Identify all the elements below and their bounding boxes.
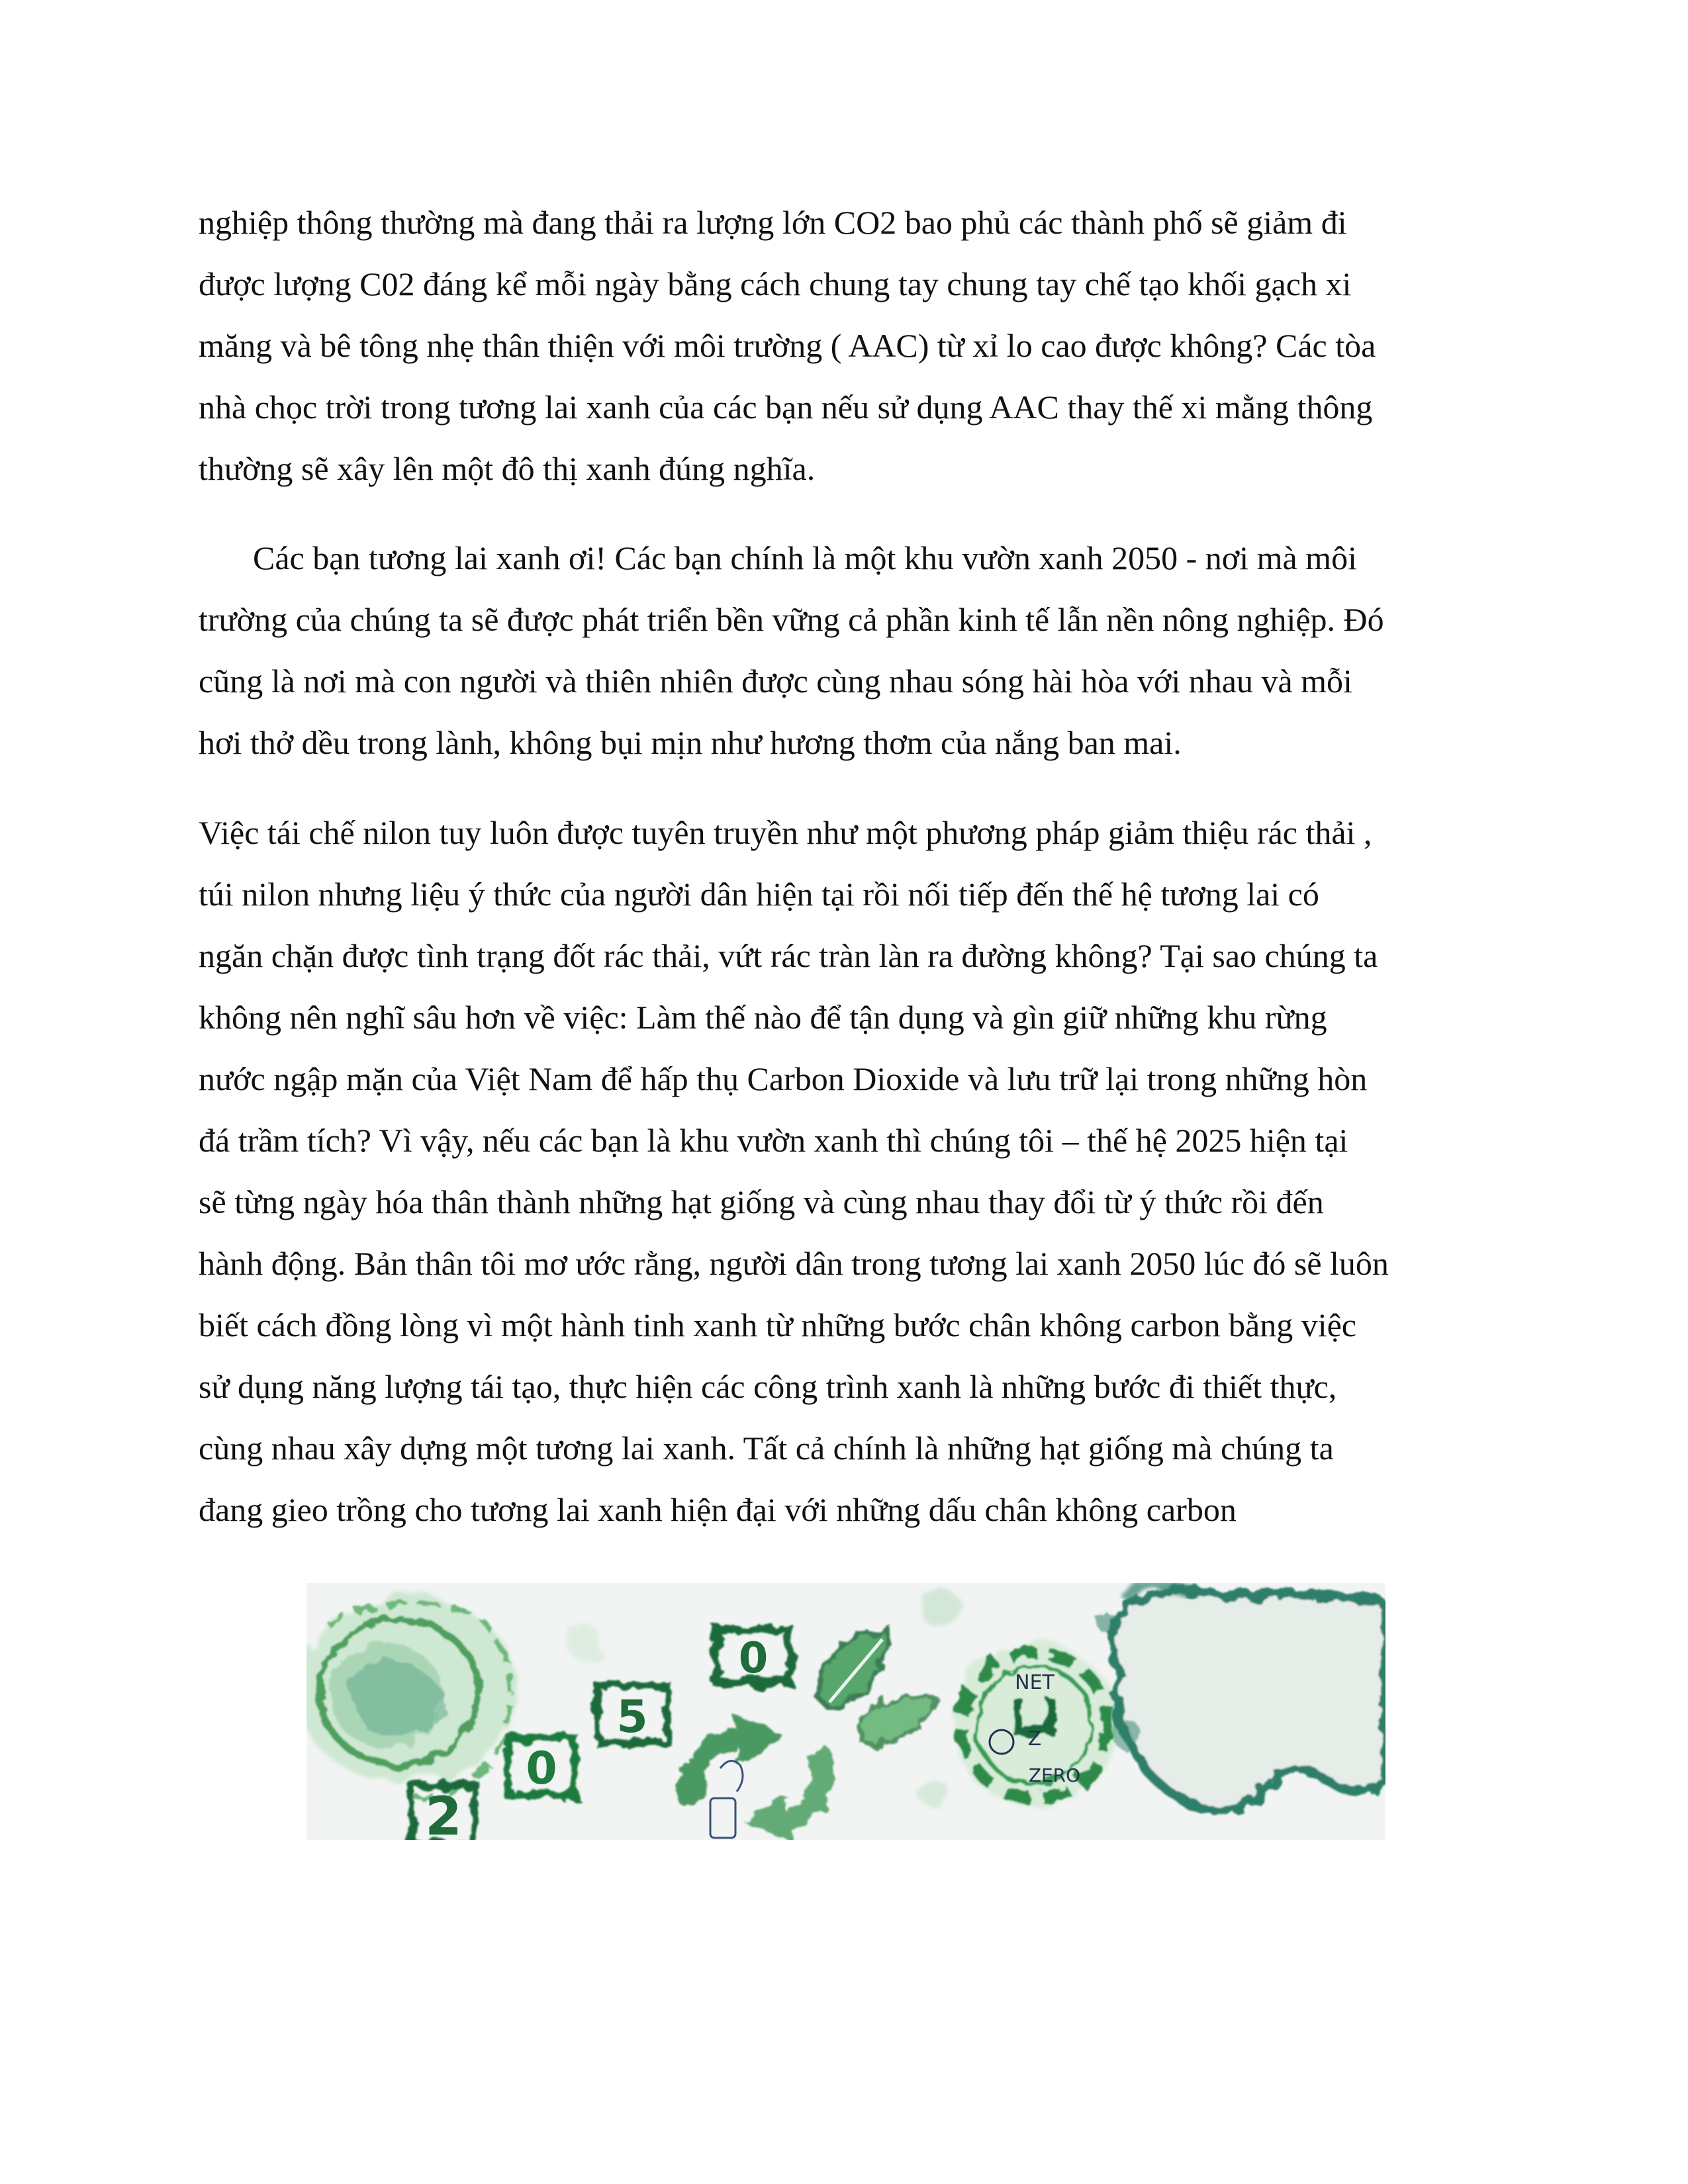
text-line: hơi thở dều trong lành, không bụi mịn như hương thơm của nắng ban mai. [199, 724, 1182, 761]
text-line: thường sẽ xây lên một đô thị xanh đúng nghĩa. [199, 450, 816, 487]
digit-0b-text: 0 [738, 1634, 769, 1683]
gear-text-top: NET [1015, 1671, 1055, 1694]
digit-5-text: 5 [616, 1691, 648, 1743]
text-line: sẽ từng ngày hóa thân thành những hạt giống và cùng nhau thay đổi từ ý thức rồi đến [199, 1183, 1324, 1220]
digit-0-text: 0 [526, 1743, 557, 1795]
text-line: Việc tái chế nilon tuy luôn được tuyên truyền như một phương pháp giảm thiệu rác thải , [199, 814, 1372, 851]
text-line: Các bạn tương lai xanh ơi! Các bạn chính là một khu vườn xanh 2050 - nơi mà môi [253, 539, 1357, 576]
text-line: hành động. Bản thân tôi mơ ước rằng, người dân trong tương lai xanh 2050 lúc đó sẽ luôn [199, 1245, 1389, 1282]
gear-text-bottom: ZERO [1028, 1764, 1081, 1786]
text-line: không nên nghĩ sâu hơn về việc: Làm thế nào để tận dụng và gìn giữ những khu rừng [199, 999, 1327, 1036]
text-line: cũng là nơi mà con người và thiên nhiên được cùng nhau sóng hài hòa với nhau và mỗi [199, 662, 1352, 700]
illustration-svg [306, 1583, 1385, 1840]
svg-text:Z: Z [1027, 1727, 1042, 1751]
text-line: biết cách đồng lòng vì một hành tinh xanh từ những bước chân không carbon bằng việc [199, 1306, 1356, 1343]
paragraph-3 [199, 802, 1489, 1541]
text-line: nước ngập mặn của Việt Nam để hấp thụ Carbon Dioxide và lưu trữ lại trong những hòn [199, 1060, 1368, 1097]
text-line: trường của chúng ta sẽ được phát triển bền vững cả phần kinh tế lẫn nền nông nghiệp. Đó [199, 601, 1384, 638]
net-zero-gear-icon [952, 1643, 1117, 1808]
text-line: đang gieo trồng cho tương lai xanh hiện đại với những dấu chân không carbon [199, 1491, 1237, 1528]
text-line: sử dụng năng lượng tái tạo, thực hiện các công trình xanh là những bước đi thiết thực, [199, 1368, 1337, 1405]
text-line: măng và bê tông nhẹ thân thiện với môi trường ( AAC) từ xỉ lo cao được không? Các tòa [199, 327, 1376, 364]
paragraph-1 [199, 192, 1489, 500]
text-line: được lượng C02 đáng kể mỗi ngày bằng cách chung tay chung tay chế tạo khối gạch xi [199, 265, 1352, 302]
text-line: đá trầm tích? Vì vậy, nếu các bạn là khu vườn xanh thì chúng tôi – thế hệ 2025 hiện tại [199, 1122, 1348, 1159]
paragraph-2 [199, 527, 1489, 774]
text-line: nghiệp thông thường mà đang thải ra lượng lớn CO2 bao phủ các thành phố sẽ giảm đi [199, 204, 1347, 241]
watercolor-illustration [306, 1583, 1385, 1840]
text-line: ngăn chặn được tình trạng đốt rác thải, vứt rác tràn làn ra đường không? Tại sao chúng ta [199, 937, 1378, 974]
digit-2-text: 2 [425, 1786, 462, 1840]
text-line: túi nilon nhưng liệu ý thức của người dân hiện tại rồi nối tiếp đến thế hệ tương lai có [199, 876, 1319, 913]
text-line: nhà chọc trời trong tương lai xanh của các bạn nếu sử dụng AAC thay thế xi mằng thông [199, 388, 1373, 426]
text-line: cùng nhau xây dựng một tương lai xanh. Tất cả chính là những hạt giống mà chúng ta [199, 1430, 1334, 1467]
